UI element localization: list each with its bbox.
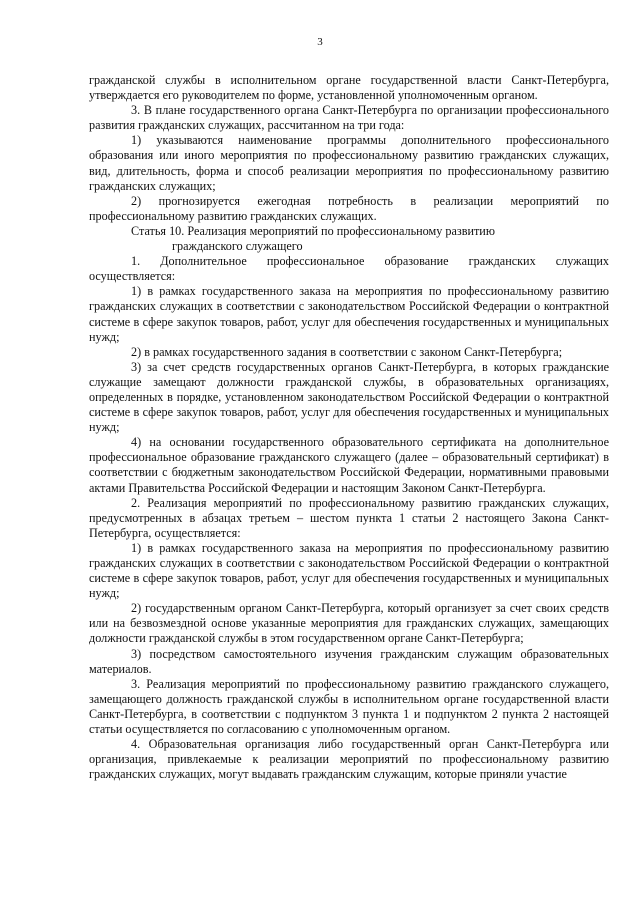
article-heading-line-2: гражданского служащего (172, 239, 303, 254)
article-paragraph: 2) в рамках государственного задания в соответствии с законом Санкт-Петербурга; (131, 344, 563, 359)
paragraph: 2) прогнозируется ежегодная потребность в реализации мероприятий по профессиональному развитию гражданских служащих. (89, 193, 609, 223)
page-number: 3 (317, 36, 323, 48)
article-paragraph: 1. Дополнительное профессиональное образование гражданских служащих осуществляется: (89, 254, 609, 284)
article-paragraph: 3) посредством самостоятельного изучения гражданским служащим образовательных материалов. (89, 646, 609, 676)
article-paragraph: 2. Реализация мероприятий по профессиональному развитию гражданских служащих, предусмотренных в абзацах третьем – шестом пункта 1 статьи 2 настоящего Закона Санкт-Петербурга, осуществляется: (89, 495, 609, 540)
article-paragraph: 2) государственным органом Санкт-Петербурга, который организует за счет своих средств или на безвозмездной основе указанные мероприятия для гражданских служащих, замещающих должности гражданской службы в этом государственном органе Санкт-Петербурга; (89, 601, 609, 646)
paragraph: гражданской службы в исполнительном органе государственной власти Санкт-Петербурга, утверждается его руководителем по форме, установленной уполномоченным органом. (89, 73, 609, 103)
article-paragraph: 3) за счет средств государственных органов Санкт-Петербурга, в которых гражданские служащие замещают должности гражданской службы, в образовательных организациях, определенных в порядке, установленном законодательством Российской Федерации о контрактной системе в сфере закупок товаров, работ, услуг для обеспечения государственных и муниципальных нужд; (89, 359, 609, 435)
article-paragraph: 4. Образовательная организация либо государственный орган Санкт-Петербурга или организация, привлекаемые к реализации мероприятий по профессиональному развитию гражданских служащих, могут выдавать гражданским служащим, которые приняли участие (89, 737, 609, 782)
article-paragraph: 1) в рамках государственного заказа на мероприятия по профессиональному развитию гражданских служащих в соответствии с законодательством Российской Федерации о контрактной системе в сфере закупок товаров, работ, услуг для обеспечения государственных и муниципальных нужд; (89, 540, 609, 601)
paragraph: 1) указываются наименование программы дополнительного профессионального образования или иного мероприятия по профессиональному развитию гражданских служащих, вид, длительность, форма и способ реализации мероприятия по профессиональному развитию гражданских служащих; (89, 133, 609, 193)
article-heading-line-1: Статья 10. Реализация мероприятий по профессиональному развитию (131, 223, 495, 238)
document-body (89, 73, 609, 782)
article-paragraph: 3. Реализация мероприятий по профессиональному развитию гражданского служащего, замещающего должность гражданской службы в исполнительном органе государственной власти Санкт-Петербурга, в соответствии с подпунктом 3 пункта 1 и подпунктом 2 пункта 2 настоящей статьи осуществляется по согласованию с уполномоченным органом. (89, 676, 609, 737)
article-heading (89, 224, 609, 254)
article-paragraph: 4) на основании государственного образовательного сертификата на дополнительное профессиональное образование гражданского служащего (далее – образовательный сертификат) в соответствии с бюджетным законодательством Российской Федерации, нормативными правовыми актами Правительства Российской Федерации и настоящим Законом Санкт-Петербурга. (89, 435, 609, 495)
paragraph: 3. В плане государственного органа Санкт-Петербурга по организации профессионального развития гражданских служащих, рассчитанном на три года: (89, 103, 609, 133)
article-paragraph: 1) в рамках государственного заказа на мероприятия по профессиональному развитию гражданских служащих в соответствии с законодательством Российской Федерации о контрактной системе в сфере закупок товаров, работ, услуг для обеспечения государственных и муниципальных нужд; (89, 284, 609, 344)
